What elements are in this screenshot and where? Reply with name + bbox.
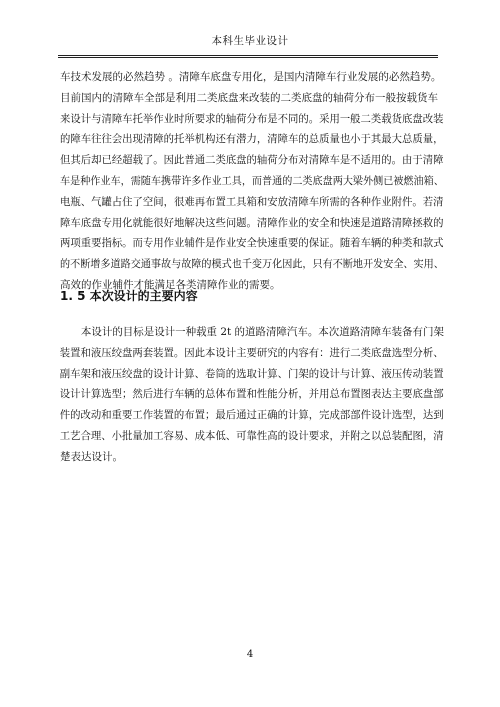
text-line: 设计计算选型；然后进行车辆的总体布置和性能分析，并用总布置图表达主要底盘部 <box>59 388 444 401</box>
section-heading: 1. 5 本次设计的主要内容 <box>60 289 198 303</box>
text-line: 车是种作业车，需随车携带许多作业工具，而普通的二类底盘两大梁外侧已被燃油箱、 <box>60 174 444 187</box>
text-line: 装置和液压绞盘两套装置。因此本设计主要研究的内容有：进行二类底盘选型分析、 <box>59 346 444 359</box>
text-line: 目前国内的清障车全部是利用二类底盘来改装的二类底盘的轴荷分布一般按载货车 <box>60 91 438 104</box>
text-line: 件的改动和重要工作装置的布置；最后通过正确的计算，完成部部件设计选型，达到 <box>59 409 444 422</box>
text-line: 车技术发展的必然趋势 。清障车底盘专用化，是国内清障车行业发展的必然趋势。 <box>60 71 442 83</box>
text-line: 的障车往往会出现清障的托举机构还有潜力，清障车的总质量也小于其最大总质量， <box>60 133 444 146</box>
text-line: 电瓶、气罐占住了空间，很难再布置工具箱和安放清障车所需的各种作业附件。若清 <box>60 195 444 208</box>
text-line: 来设计与清障车托举作业时所要求的轴荷分布是不同的。采用一般二类载货底盘改装 <box>60 112 444 125</box>
text-line: 本设计的目标是设计一种载重 2t 的道路清障汽车。本次道路清障车装备有门架 <box>80 326 444 338</box>
body-paragraph-1 <box>60 67 444 296</box>
header-rule <box>58 55 438 58</box>
text-line: 工艺合理、小批量加工容易、成本低、可靠性高的设计要求，并附之以总装配图，清 <box>59 429 444 442</box>
text-line: 但其后却已经超载了。因此普通二类底盘的轴荷分布对清障车是不适用的。由于清障 <box>60 154 444 167</box>
text-line: 高效的作业辅件才能满足各类清障作业的需要。 <box>60 278 281 291</box>
running-header: 本科生毕业设计 <box>211 35 289 47</box>
text-line: 楚表达设计。 <box>60 450 123 463</box>
text-line: 障车底盘专用化就能很好地解决这些问题。清障作业的安全和快速是道路清障拯救的 <box>60 216 444 229</box>
body-paragraph-2 <box>60 322 444 468</box>
text-line: 副车架和液压绞盘的设计计算、卷筒的选取计算、门架的设计与计算、液压传动装置 <box>59 367 444 380</box>
text-line: 两项重要指标。而专用作业辅件是作业安全快速重要的保证。随着车辆的种类和款式 <box>60 237 444 250</box>
text-line: 的不断增多道路交通事故与故障的模式也千变万化因此，只有不断地开发安全、实用、 <box>60 258 444 271</box>
page-number: 4 <box>246 649 254 660</box>
